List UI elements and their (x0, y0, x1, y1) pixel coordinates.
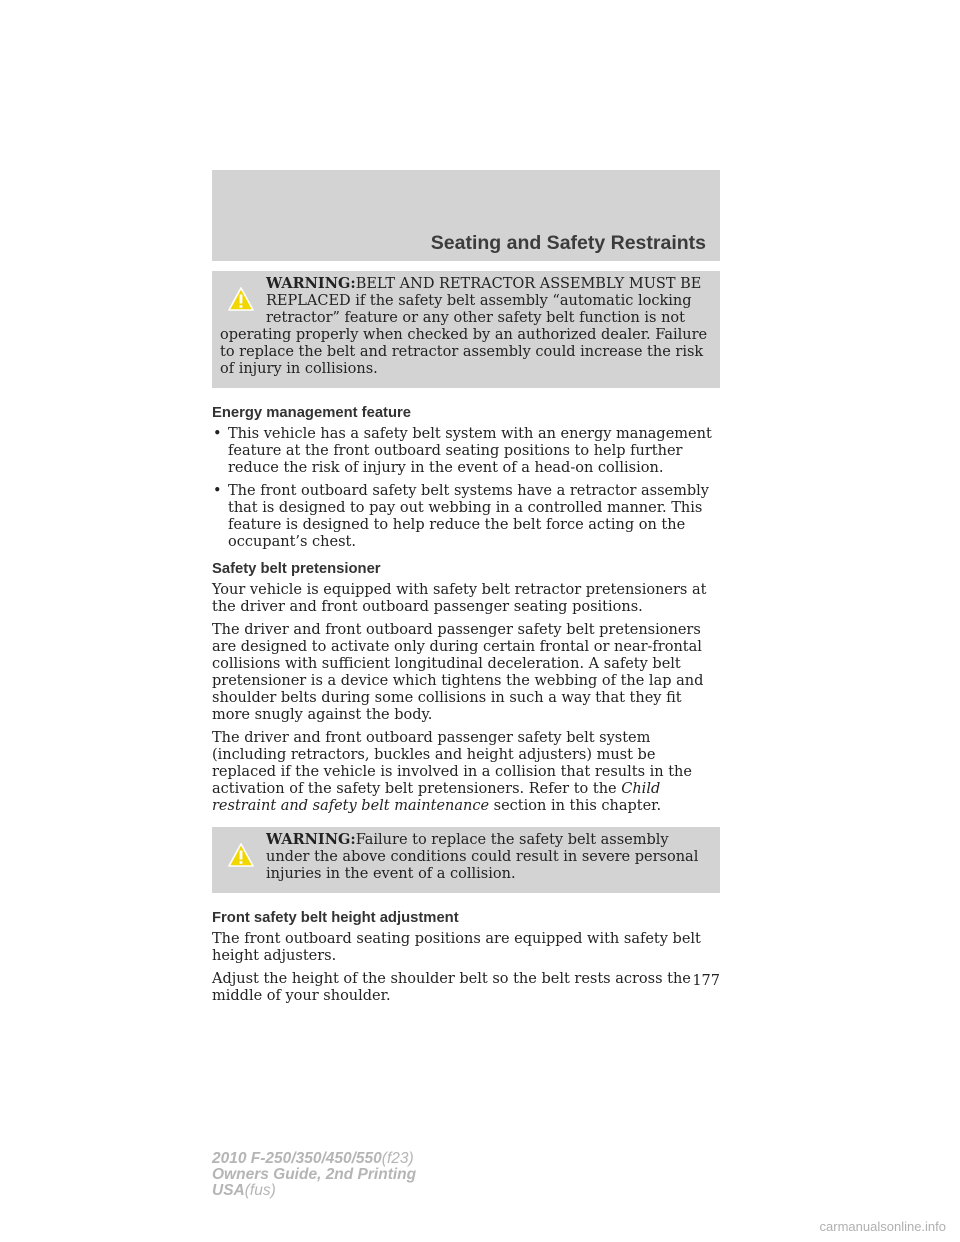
height-paragraph-1: The front outboard seating positions are equipped with safety belt height adjusters. (212, 931, 701, 964)
warning-paragraph (220, 275, 712, 378)
warning-label: WARNING: (266, 275, 356, 292)
heading-height-adjustment: Front safety belt height adjustment (212, 910, 459, 926)
pretensioner-paragraph-3 (212, 730, 720, 815)
page-number: 177 (692, 973, 720, 989)
bullet-text: This vehicle has a safety belt system with an energy management feature at the front outboard seating positions to help further reduce the risk of injury in the event of a head-on collision. (228, 426, 712, 476)
height-paragraph-2: Adjust the height of the shoulder belt so the belt rests across the middle of your shoulder. (212, 971, 691, 1004)
footer-publication-info (212, 1151, 416, 1199)
footer-region: USA (212, 1182, 245, 1199)
footer-guide: Owners Guide, 2nd Printing (212, 1166, 417, 1183)
heading-energy-management: Energy management feature (212, 405, 411, 421)
page-content (212, 271, 720, 1011)
bullet-text: The front outboard safety belt systems have a retractor assembly that is designed to pay out webbing in a controlled manner. This feature is designed to help reduce the belt force acting on the occupant’s chest. (228, 483, 709, 550)
watermark: carmanualsonline.info (819, 1219, 946, 1234)
warning-text: BELT AND RETRACTOR ASSEMBLY MUST BE REPLACED if the safety belt assembly “automatic locking retractor” feature or any other safety belt function is not operating properly when checked by an authorized dealer. Failure to replace the belt and retractor assembly could increase the risk of injury in collisions. (220, 276, 708, 377)
warning-triangle-icon (228, 287, 254, 311)
warning-box-replace-assembly (212, 827, 720, 893)
warning-label: WARNING: (266, 831, 356, 848)
warning-triangle-icon (228, 843, 254, 867)
list-item (212, 483, 720, 551)
bullet-dot: • (213, 426, 222, 442)
bullet-dot: • (213, 483, 222, 499)
section-header-band (212, 170, 720, 261)
warning-paragraph (220, 831, 712, 883)
pretensioner-paragraph-1: Your vehicle is equipped with safety belt retractor pretensioners at the driver and front outboard passenger seating positions. (212, 582, 707, 615)
heading-pretensioner: Safety belt pretensioner (212, 561, 381, 577)
footer-model: 2010 F-250/350/450/550 (212, 1150, 382, 1167)
section-reference-link: Child restraint and safety belt maintenance (212, 781, 661, 814)
footer-line-region (212, 1183, 416, 1199)
list-item (212, 426, 720, 477)
para3-text-after: section in this chapter. (493, 798, 662, 814)
pretensioner-paragraph-2: The driver and front outboard passenger safety belt pretensioners are designed to activate only during certain frontal or near-frontal collisions with sufficient longitudinal deceleration. A safety belt pretensioner is a device which tightens the webbing of the lap and shoulder belts during some collisions in such a way that they fit more snugly against the body. (212, 622, 704, 723)
footer-line-model (212, 1151, 416, 1167)
footer-model-code: (f23) (381, 1150, 414, 1167)
section-title: Seating and Safety Restraints (430, 232, 706, 254)
para3-text-before: The driver and front outboard passenger safety belt system (including retractors, buckles and height adjusters) must be replaced if the vehicle is involved in a collision that results in the activation of the safety belt pretensioners. Refer to the (212, 730, 692, 797)
energy-bullet-list (212, 426, 720, 551)
footer-region-code: (fus) (244, 1182, 276, 1199)
warning-text: Failure to replace the safety belt assembly under the above conditions could result in severe personal injuries in the event of a collision. (266, 832, 699, 882)
warning-box-belt-retractor (212, 271, 720, 388)
